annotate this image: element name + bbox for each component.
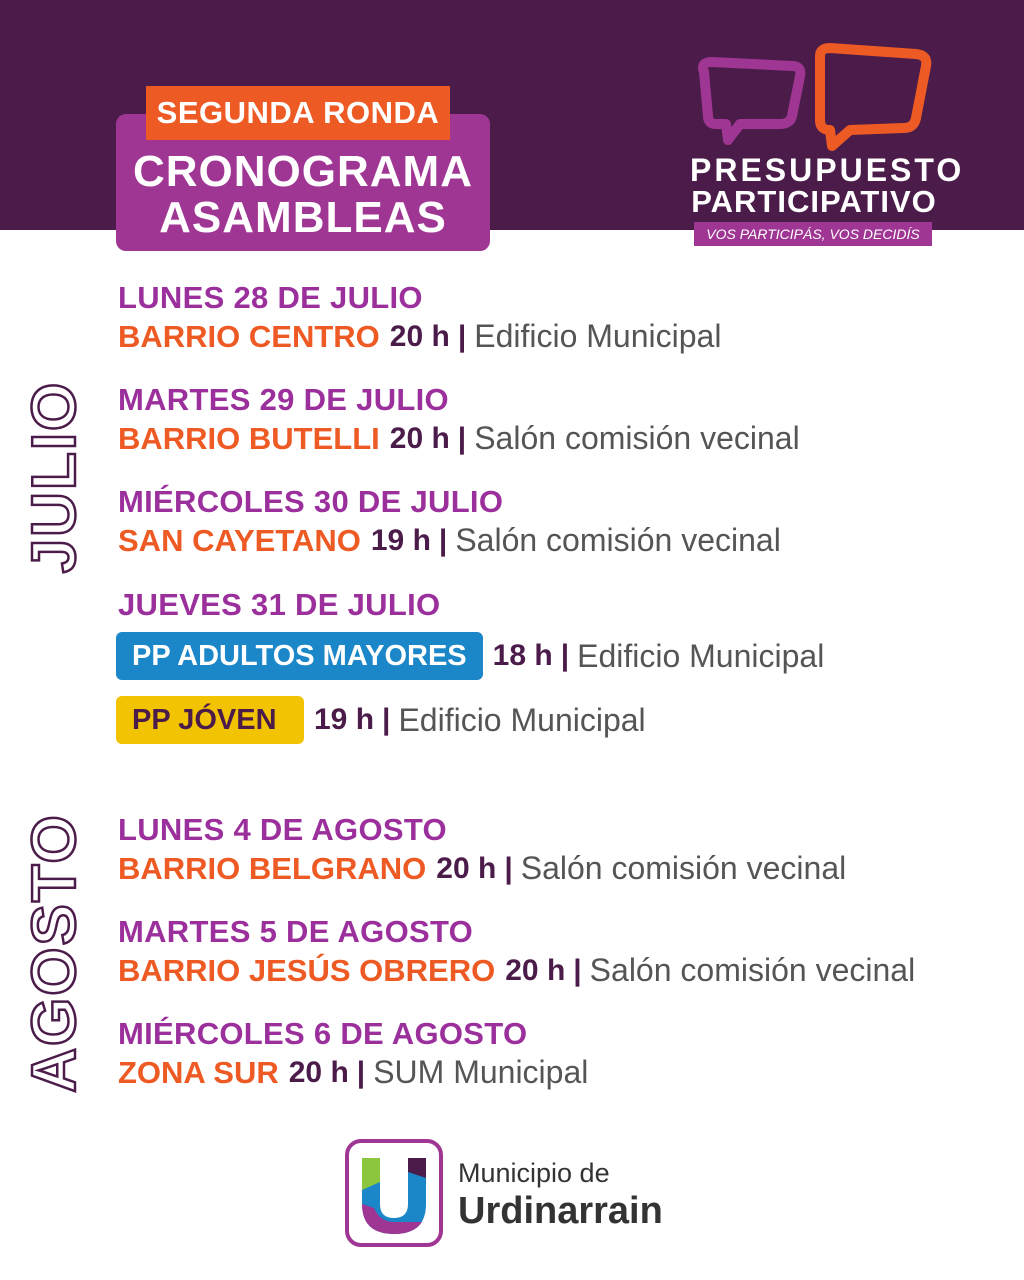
event-venue: Edificio Municipal — [474, 318, 722, 354]
event-place: BARRIO BELGRANO — [118, 850, 427, 886]
separator: | — [504, 851, 513, 885]
event-day: LUNES 4 DE AGOSTO — [118, 812, 447, 847]
separator: | — [382, 703, 391, 736]
municipality-logo-icon — [344, 1138, 444, 1248]
event-venue: Salón comisión vecinal — [589, 952, 916, 988]
event-time: 18 h — [492, 639, 553, 672]
event-place-badge: PP ADULTOS MAYORES — [116, 632, 483, 680]
event-details — [118, 952, 915, 989]
event-details — [118, 318, 721, 355]
event-time: 19 h — [370, 523, 431, 557]
event-day: MIÉRCOLES 6 DE AGOSTO — [118, 1016, 528, 1051]
event-place: SAN CAYETANO — [118, 522, 361, 558]
event-place: BARRIO CENTRO — [118, 318, 380, 354]
pp-logo-tagline: VOS PARTICIPÁS, VOS DECIDÍS — [694, 222, 932, 246]
event-details — [118, 522, 781, 559]
event-day: MIÉRCOLES 30 DE JULIO — [118, 484, 504, 519]
event-venue: Edificio Municipal — [398, 701, 646, 738]
municipality-name-line1: Municipio de — [458, 1158, 610, 1188]
event-details — [118, 1054, 588, 1091]
event-place: ZONA SUR — [118, 1054, 279, 1090]
event-time: 20 h — [436, 851, 497, 885]
separator: | — [356, 1055, 366, 1089]
event-details — [118, 420, 800, 457]
title-line-2: ASAMBLEAS — [159, 193, 447, 242]
event-day: LUNES 28 DE JULIO — [118, 280, 423, 315]
event-day: MARTES 5 DE AGOSTO — [118, 914, 474, 949]
month-label-august: AGOSTO — [20, 813, 89, 1093]
event-time: 20 h — [505, 953, 566, 987]
round-badge: SEGUNDA RONDA — [146, 86, 450, 140]
event-place: BARRIO BUTELLI — [118, 420, 380, 456]
separator: | — [457, 421, 467, 455]
pp-logo-word2: PARTICIPATIVO — [691, 184, 937, 219]
event-time: 20 h — [389, 319, 450, 353]
separator: | — [573, 953, 582, 987]
event-time: 19 h — [314, 703, 375, 736]
month-label-july: JULIO — [20, 380, 89, 574]
event-venue: SUM Municipal — [373, 1054, 589, 1090]
event-details — [116, 696, 646, 744]
event-venue: Edificio Municipal — [577, 637, 825, 674]
event-place: BARRIO JESÚS OBRERO — [118, 952, 496, 988]
event-venue: Salón comisión vecinal — [474, 420, 800, 456]
separator: | — [560, 639, 570, 672]
event-place-badge: PP JÓVEN — [116, 696, 304, 744]
municipality-name-line2: Urdinarrain — [458, 1190, 663, 1232]
event-time: 20 h — [389, 421, 450, 455]
title-line-1: CRONOGRAMA — [133, 147, 473, 196]
separator: | — [438, 523, 448, 557]
event-day: MARTES 29 DE JULIO — [118, 382, 449, 417]
event-details — [118, 850, 846, 887]
event-venue: Salón comisión vecinal — [520, 850, 847, 886]
event-details — [116, 632, 824, 680]
event-time: 20 h — [288, 1055, 349, 1089]
event-day: JUEVES 31 DE JULIO — [118, 587, 441, 622]
pp-logo-word1: PRESUPUESTO — [690, 152, 965, 188]
separator: | — [457, 319, 467, 353]
event-venue: Salón comisión vecinal — [455, 522, 781, 558]
